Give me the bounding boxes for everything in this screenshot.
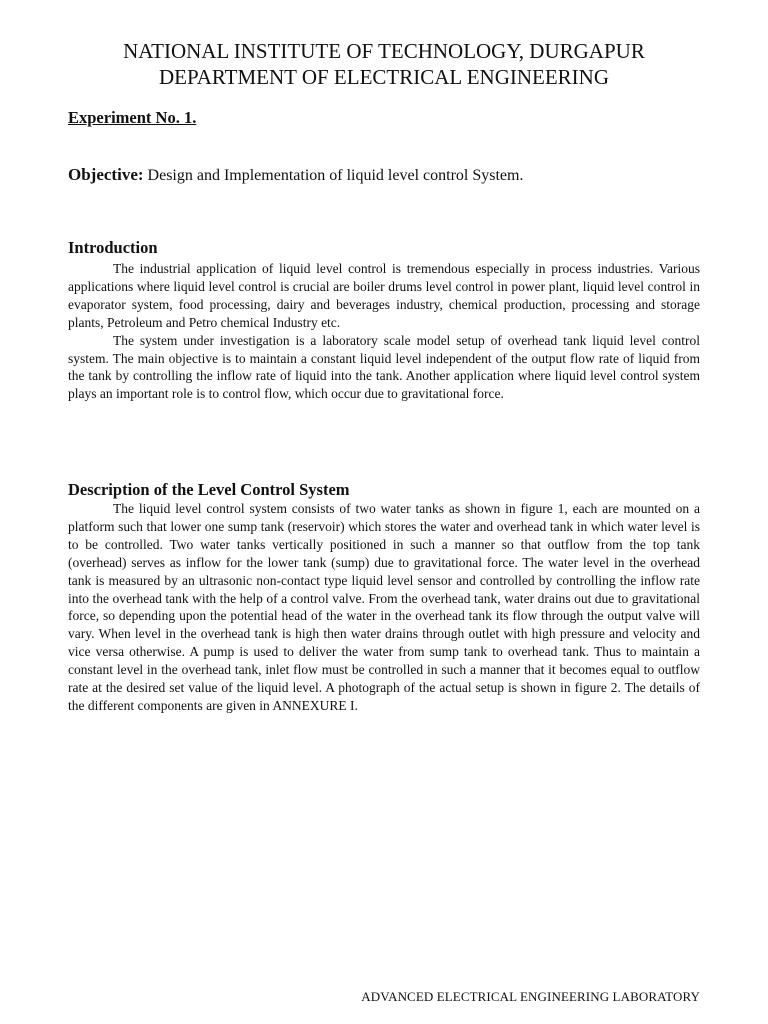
description-body: [68, 500, 700, 715]
description-heading: Description of the Level Control System: [68, 480, 350, 499]
introduction-paragraph: The system under investigation is a laboratory scale model setup of overhead tank liquid level control system. The main objective is to maintain a constant liquid level independent of the output flow rate of liquid from the tank by controlling the inflow rate of liquid into the tank. Another application where liquid level control system plays an important role is to control flow, which occur due to gravitational force.: [68, 332, 700, 402]
introduction-body: [68, 260, 700, 403]
description-paragraph: The liquid level control system consists of two water tanks as shown in figure 1, each are mounted on a platform such that lower one sump tank (reservoir) which stores the water and overhead tank in which water level is to be controlled. Two water tanks vertically positioned in such a manner so that outflow from the top tank (overhead) serves as inflow for the lower tank (sump) due to gravitational force. The water level in the overhead tank is measured by an ultrasonic non-contact type liquid level sensor and controlled by controlling the inflow rate into the overhead tank with the help of a control valve. From the overhead tank, water drains out due to gravitational force, so depending upon the potential head of the water in the overhead tank its flow through the output valve will vary. When level in the overhead tank is high then water drains through outlet with high pressure and velocity and vice versa otherwise. A pump is used to deliver the water from sump tank to overhead tank. Thus to maintain a constant level in the overhead tank, inlet flow must be controlled in such a manner that it becomes equal to outflow rate at the desired set value of the liquid level. A photograph of the actual setup is shown in figure 2. The details of the different components are given in ANNEXURE I.: [68, 501, 700, 713]
objective-text: Design and Implementation of liquid level control System.: [143, 167, 524, 184]
department-name: DEPARTMENT OF ELECTRICAL ENGINEERING: [158, 65, 610, 89]
objective-label: Objective:: [68, 165, 144, 184]
page-footer: ADVANCED ELECTRICAL ENGINEERING LABORATORY: [361, 989, 700, 1004]
objective-line: [68, 165, 523, 185]
introduction-paragraph: The industrial application of liquid level control is tremendous especially in process industries. Various applications where liquid level control is crucial are boiler drums level control in power plant, liquid level control in evaporator system, food processing, dairy and beverages industry, chemical production, processing and storage plants, Petroleum and Petro chemical Industry etc.: [68, 261, 700, 330]
introduction-heading: Introduction: [68, 238, 158, 257]
document-header: [0, 38, 768, 90]
institute-name: NATIONAL INSTITUTE OF TECHNOLOGY, DURGAPUR: [123, 39, 645, 63]
experiment-number: Experiment No. 1.: [68, 108, 197, 127]
